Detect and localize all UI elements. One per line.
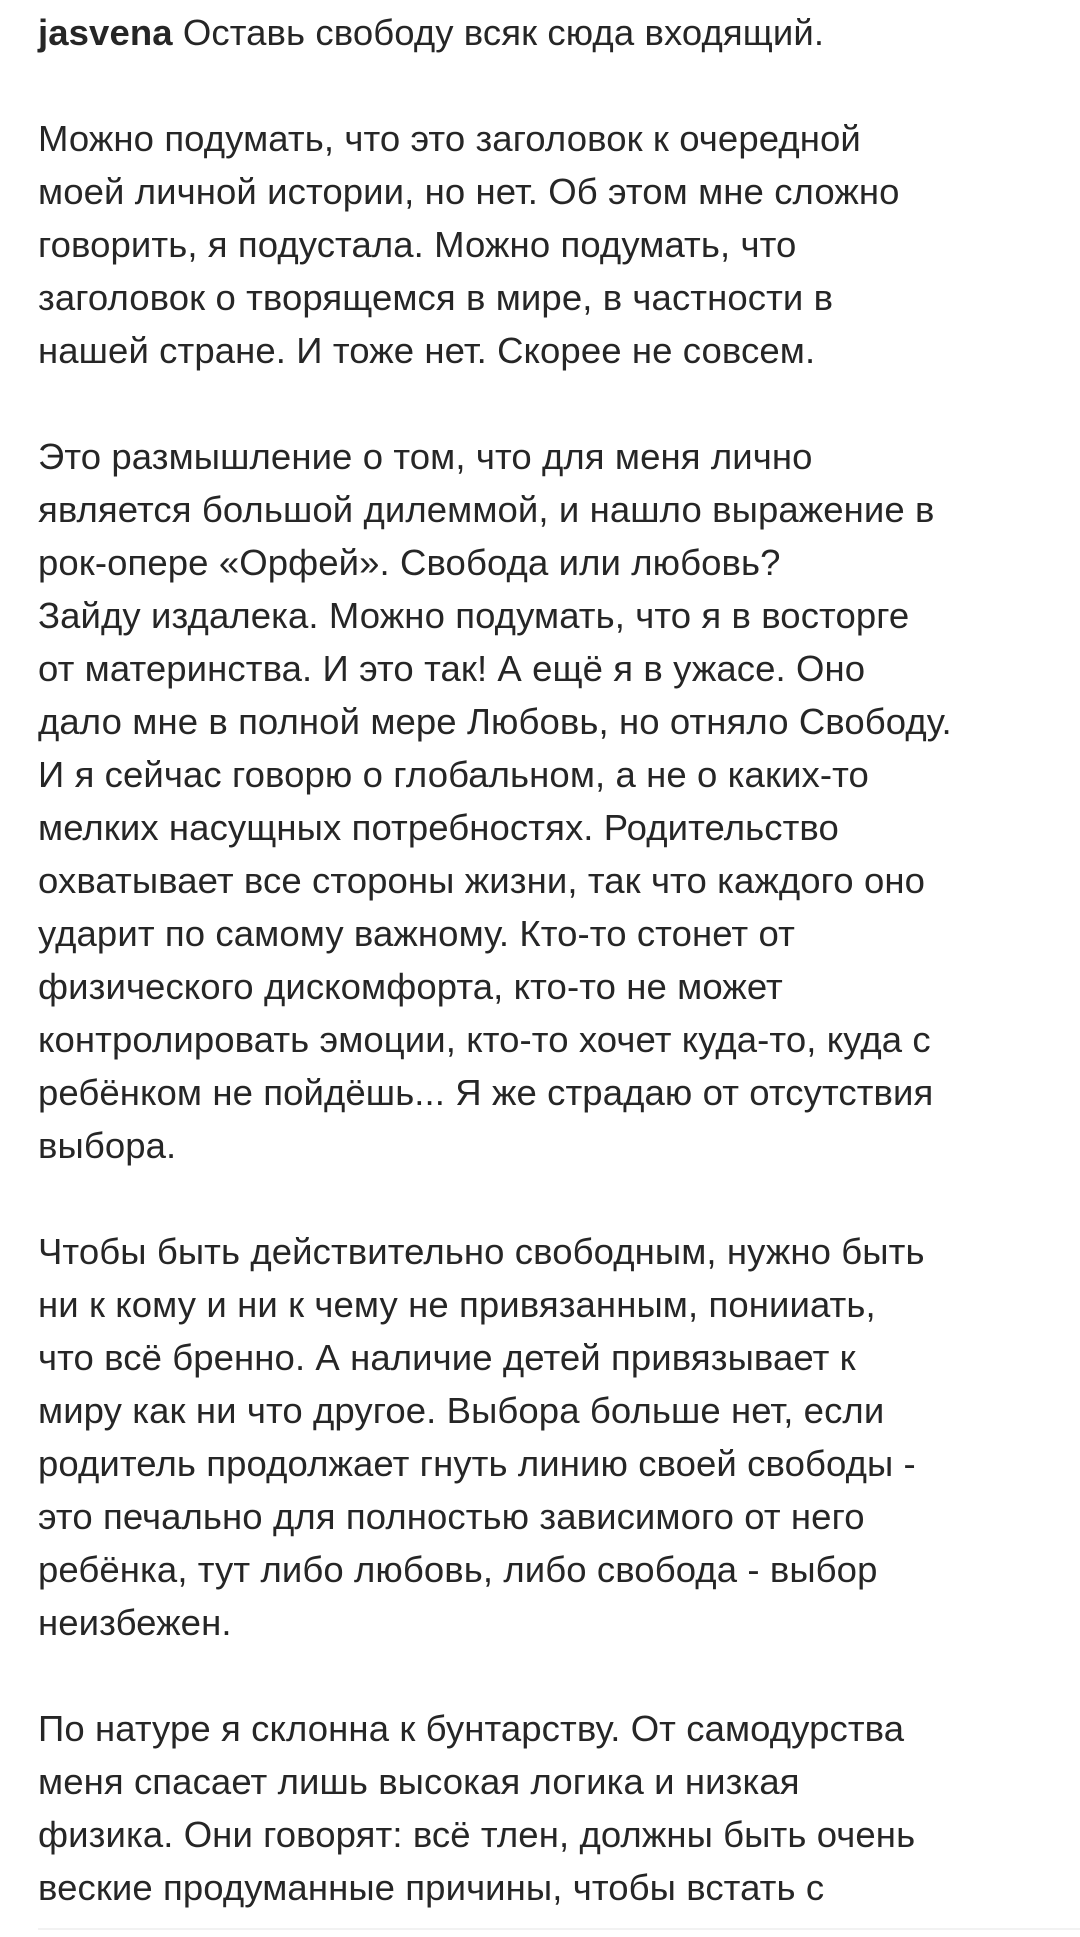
caption-first-line: Оставь свободу всяк сюда входящий. xyxy=(182,12,825,53)
caption-header xyxy=(38,6,1068,59)
bottom-divider xyxy=(38,1928,1080,1930)
username-link[interactable]: jasvena xyxy=(38,12,173,53)
post-caption xyxy=(38,6,1068,1914)
caption-paragraph-4: По натуре я склонна к бунтарству. От самодурства меня спасает лишь высокая логика и низкая физика. Они говорят: всё тлен, должны быть очень веские продуманные причины, чтобы встать с xyxy=(38,1708,916,1908)
caption-paragraph-1: Можно подумать, что это заголовок к очередной моей личной истории, но нет. Об этом мне сложно говорить, я подустала. Можно подумать, что заголовок о творящемся в мире, в частности в нашей стране. И тоже нет. Скорее не совсем. xyxy=(38,118,900,371)
caption-paragraph-3: Чтобы быть действительно свободным, нужно быть ни к кому и ни к чему не привязанным, понииать, что всё бренно. А наличие детей привязывает к миру как ни что другое. Выбора больше нет, если родитель продолжает гнуть линию своей свободы - это печально для полностью зависимого от него ребёнка, тут либо любовь, либо свобода - выбор неизбежен. xyxy=(38,1231,925,1643)
caption-paragraph-2: Это размышление о том, что для меня лично является большой дилеммой, и нашло выражение в рок-опере «Орфей». Свобода или любовь? Зайду издалека. Можно подумать, что я в восторге от материнства. И это так! А ещё я в ужасе. Оно дало мне в полной мере Любовь, но отняло Свободу. И я сейчас говорю о глобальном, а не о каких-то мелких насущных потребностях. Родительство охватывает все стороны жизни, так что каждого оно ударит по самому важному. Кто-то стонет от физического дискомфорта, кто-то не может контролировать эмоции, кто-то хочет куда-то, куда с ребёнком не пойдёшь... Я же страдаю от отсутствия выбора. xyxy=(38,436,952,1166)
